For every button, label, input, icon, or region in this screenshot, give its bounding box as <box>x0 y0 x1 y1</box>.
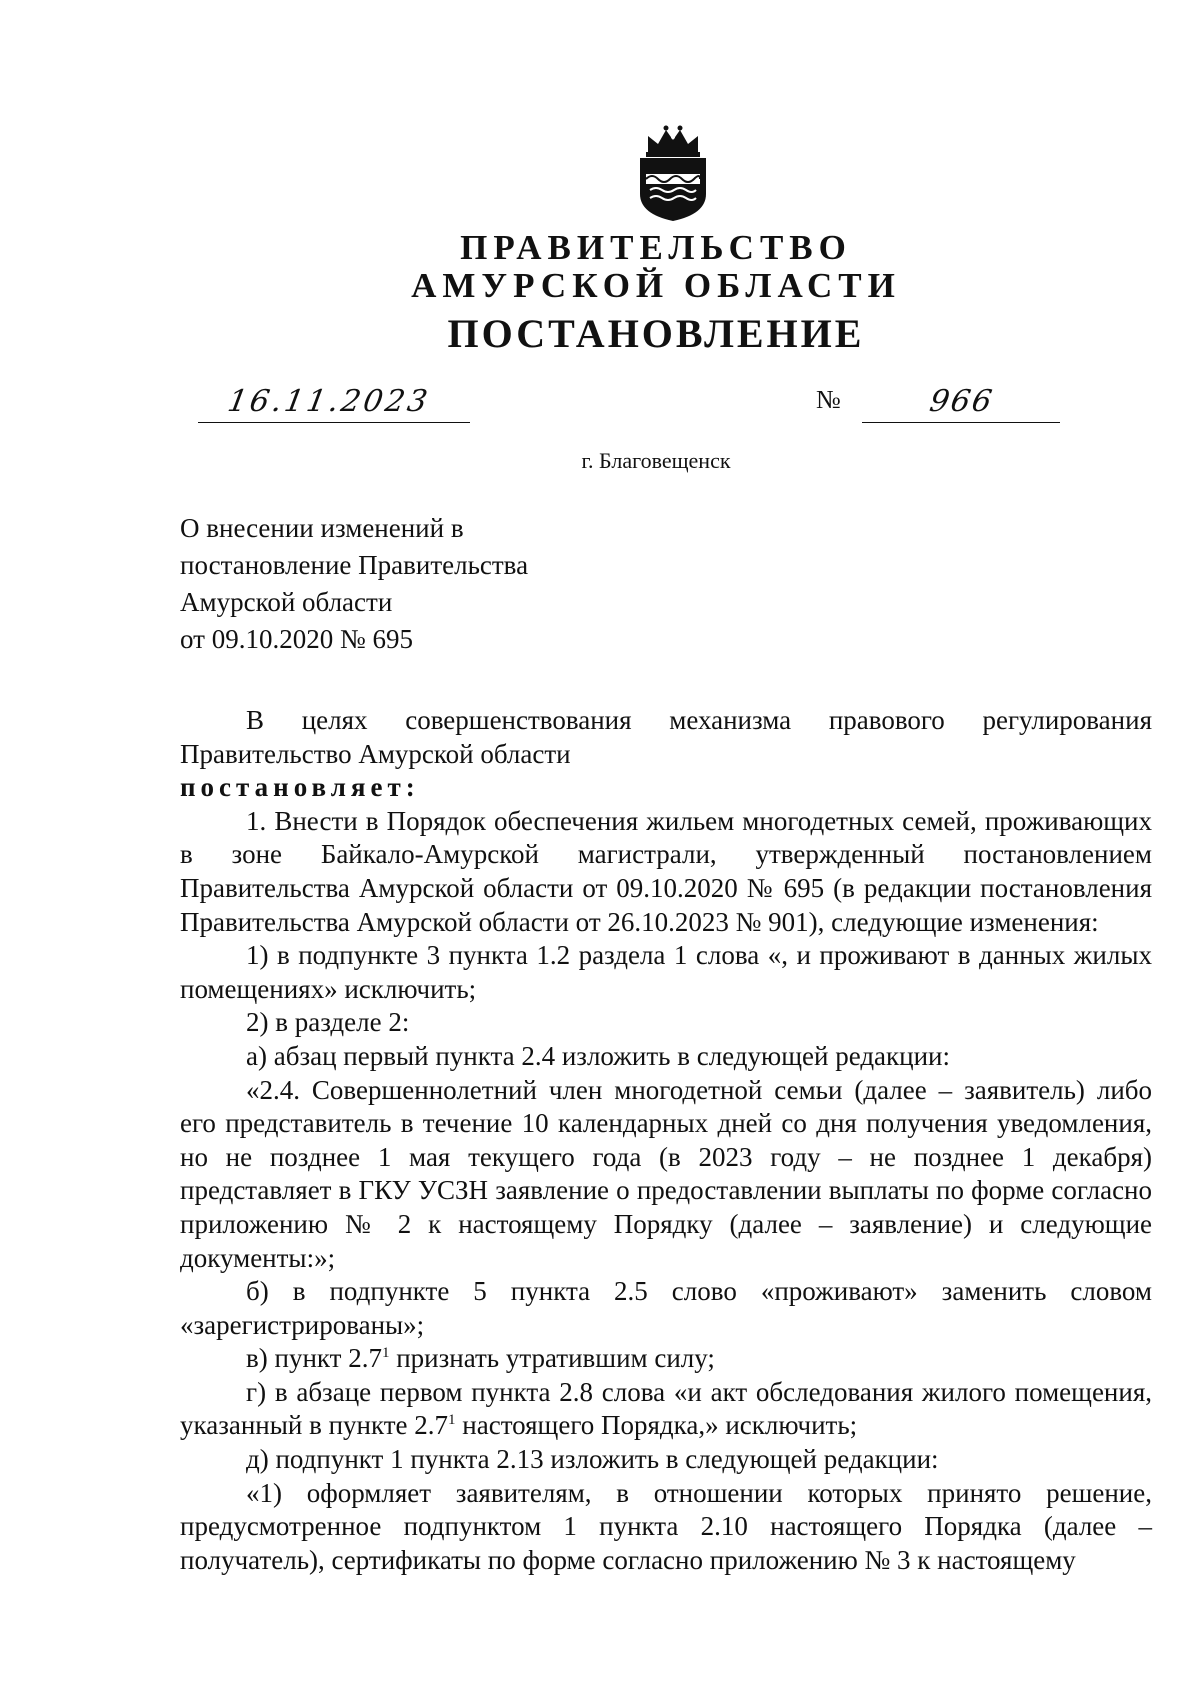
document-date: 16.11.2023 <box>224 384 433 419</box>
subject-line: О внесении изменений в <box>180 513 464 543</box>
preamble: В целях совершенствования механизма правового регулирования Правительство Амурской области <box>180 705 1152 769</box>
org-name-line2: АМУРСКОЙ ОБЛАСТИ <box>411 266 901 305</box>
paragraph-text: настоящего Порядка,» исключить; <box>455 1410 858 1441</box>
paragraph: 1) в подпункте 3 пункта 1.2 раздела 1 слова «, и проживают в данных жилых помещениях» исключить; <box>180 940 1152 1004</box>
paragraph: б) в подпункте 5 пункта 2.5 слово «проживают» заменить словом «зарегистрированы»; <box>180 1276 1152 1340</box>
paragraph: «2.4. Совершеннолетний член многодетной семьи (далее – заявитель) либо его представитель в течение 10 календарных дней со дня получения уведомления, но не позднее 1 мая текущего года (в 2023 году – не позднее 1 декабря) представляет в ГКУ УСЗН заявление о предоставлении выплаты по форме согласно приложению № 2 к настоящему Порядку (далее – заявление) и следующие документы:»; <box>180 1074 1152 1273</box>
subject-line: постановление Правительства <box>180 550 529 580</box>
paragraph: 2) в разделе 2: <box>246 1007 410 1038</box>
paragraph-text: в) пункт 2.7 <box>246 1343 382 1374</box>
document-number: 966 <box>926 384 997 419</box>
paragraph-text: признать утратившим силу; <box>389 1343 715 1374</box>
subject-line: от 09.10.2020 № 695 <box>180 624 413 654</box>
paragraph: а) абзац первый пункта 2.4 изложить в следующей редакции: <box>246 1040 951 1071</box>
city: г. Благовещенск <box>581 448 731 473</box>
paragraph-text: г) в абзаце первом пункта 2.8 слова «и акт обследования жилого помещения, указанный в пункте 2.7 <box>180 1376 1152 1441</box>
resolves-word: постановляет: <box>180 772 420 803</box>
coat-of-arms-icon <box>626 122 720 222</box>
document-body <box>180 704 1152 1577</box>
superscript: 1 <box>381 1345 390 1362</box>
paragraph: д) подпункт 1 пункта 2.13 изложить в следующей редакции: <box>246 1444 939 1475</box>
document-type: ПОСТАНОВЛЕНИЕ <box>447 311 865 356</box>
paragraph <box>180 1376 1152 1443</box>
paragraph: «1) оформляет заявителям, в отношении которых принято решение, предусмотренное подпунктом 1 пункта 2.10 настоящего Порядка (далее – получатель), сертификаты по форме согласно приложению № 3 к настоящему <box>180 1477 1152 1575</box>
superscript: 1 <box>448 1412 456 1429</box>
document-subject <box>180 510 528 658</box>
subject-line: Амурской области <box>180 587 393 617</box>
org-name-line1: ПРАВИТЕЛЬСТВО <box>460 228 852 267</box>
paragraph <box>180 1342 1152 1376</box>
number-label: № <box>816 385 841 414</box>
paragraph: 1. Внести в Порядок обеспечения жильем многодетных семей, проживающих в зоне Байкало-Амурской магистрали, утвержденный постановлением Правительства Амурской области от 09.10.2020 № 695 (в редакции постановления Правительства Амурской области от 26.10.2023 № 901), следующие изменения: <box>180 805 1152 937</box>
